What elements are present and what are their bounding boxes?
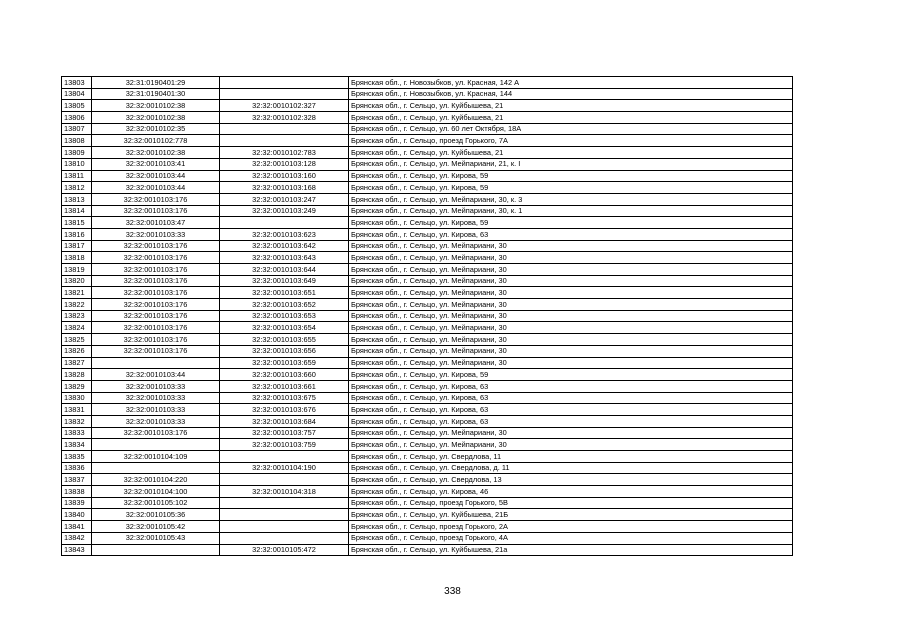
cadastral-number-cell: 32:32:0010103:33	[92, 392, 220, 404]
address-cell: Брянская обл., г. Сельцо, ул. Кирова, 63	[349, 392, 793, 404]
object-cadastral-number-cell: 32:32:0010104:190	[220, 462, 349, 474]
row-number-cell: 13841	[62, 521, 92, 533]
object-cadastral-number-cell: 32:32:0010103:757	[220, 427, 349, 439]
address-cell: Брянская обл., г. Сельцо, ул. Мейпариани, 30	[349, 299, 793, 311]
object-cadastral-number-cell: 32:32:0010103:168	[220, 182, 349, 194]
row-number-cell: 13832	[62, 415, 92, 427]
object-cadastral-number-cell: 32:32:0010103:249	[220, 205, 349, 217]
table-row	[62, 252, 793, 264]
row-number-cell: 13812	[62, 182, 92, 194]
cadastral-number-cell: 32:32:0010103:176	[92, 240, 220, 252]
address-cell: Брянская обл., г. Сельцо, ул. Куйбышева, 21	[349, 112, 793, 124]
object-cadastral-number-cell	[220, 217, 349, 229]
row-number-cell: 13831	[62, 404, 92, 416]
table-row	[62, 521, 793, 533]
object-cadastral-number-cell: 32:32:0010103:656	[220, 345, 349, 357]
cadastral-number-cell: 32:32:0010103:176	[92, 287, 220, 299]
object-cadastral-number-cell: 32:32:0010103:759	[220, 439, 349, 451]
row-number-cell: 13826	[62, 345, 92, 357]
object-cadastral-number-cell: 32:32:0010105:472	[220, 544, 349, 556]
table-row	[62, 357, 793, 369]
cadastral-number-cell	[92, 544, 220, 556]
row-number-cell: 13820	[62, 275, 92, 287]
object-cadastral-number-cell	[220, 88, 349, 100]
table-row	[62, 287, 793, 299]
object-cadastral-number-cell: 32:32:0010103:128	[220, 158, 349, 170]
table-row	[62, 264, 793, 276]
address-cell: Брянская обл., г. Сельцо, ул. Кирова, 46	[349, 486, 793, 498]
address-cell: Брянская обл., г. Сельцо, ул. Мейпариани, 30	[349, 357, 793, 369]
row-number-cell: 13814	[62, 205, 92, 217]
table-row	[62, 392, 793, 404]
table-row	[62, 427, 793, 439]
address-cell: Брянская обл., г. Новозыбков, ул. Красная, 144	[349, 88, 793, 100]
row-number-cell: 13836	[62, 462, 92, 474]
table-row	[62, 310, 793, 322]
object-cadastral-number-cell: 32:32:0010103:659	[220, 357, 349, 369]
cadastral-number-cell: 32:32:0010103:41	[92, 158, 220, 170]
cadastral-number-cell: 32:32:0010103:176	[92, 310, 220, 322]
address-cell: Брянская обл., г. Сельцо, ул. Мейпариани, 30	[349, 287, 793, 299]
cadastral-number-cell: 32:32:0010103:33	[92, 380, 220, 392]
address-cell: Брянская обл., г. Сельцо, ул. Куйбышева, 21а	[349, 544, 793, 556]
object-cadastral-number-cell: 32:32:0010103:675	[220, 392, 349, 404]
address-cell: Брянская обл., г. Сельцо, ул. Кирова, 63	[349, 404, 793, 416]
row-number-cell: 13807	[62, 123, 92, 135]
address-cell: Брянская обл., г. Сельцо, ул. Мейпариани, 30, к. 1	[349, 205, 793, 217]
address-cell: Брянская обл., г. Сельцо, ул. Куйбышева, 21	[349, 147, 793, 159]
row-number-cell: 13813	[62, 193, 92, 205]
address-cell: Брянская обл., г. Сельцо, ул. 60 лет Октября, 18А	[349, 123, 793, 135]
object-cadastral-number-cell: 32:32:0010103:652	[220, 299, 349, 311]
table-row	[62, 275, 793, 287]
object-cadastral-number-cell	[220, 474, 349, 486]
object-cadastral-number-cell: 32:32:0010102:783	[220, 147, 349, 159]
table-row	[62, 404, 793, 416]
cadastral-number-cell: 32:32:0010103:47	[92, 217, 220, 229]
table-row	[62, 544, 793, 556]
row-number-cell: 13825	[62, 334, 92, 346]
row-number-cell: 13809	[62, 147, 92, 159]
row-number-cell: 13828	[62, 369, 92, 381]
cadastral-number-cell: 32:31:0190401:29	[92, 77, 220, 89]
row-number-cell: 13823	[62, 310, 92, 322]
cadastral-number-cell: 32:32:0010103:176	[92, 275, 220, 287]
object-cadastral-number-cell	[220, 532, 349, 544]
object-cadastral-number-cell: 32:32:0010104:318	[220, 486, 349, 498]
table-row	[62, 451, 793, 463]
property-registry-table	[61, 76, 793, 556]
table-row	[62, 147, 793, 159]
table-row	[62, 345, 793, 357]
table-row	[62, 77, 793, 89]
row-number-cell: 13818	[62, 252, 92, 264]
row-number-cell: 13819	[62, 264, 92, 276]
table-row	[62, 415, 793, 427]
row-number-cell: 13806	[62, 112, 92, 124]
cadastral-number-cell: 32:32:0010104:100	[92, 486, 220, 498]
address-cell: Брянская обл., г. Сельцо, ул. Мейпариани, 30	[349, 310, 793, 322]
cadastral-number-cell: 32:32:0010103:176	[92, 334, 220, 346]
address-cell: Брянская обл., г. Сельцо, ул. Кирова, 59	[349, 369, 793, 381]
cadastral-number-cell: 32:32:0010103:176	[92, 193, 220, 205]
registry-table-body	[62, 77, 793, 556]
cadastral-number-cell: 32:32:0010103:176	[92, 205, 220, 217]
cadastral-number-cell: 32:32:0010103:44	[92, 369, 220, 381]
row-number-cell: 13824	[62, 322, 92, 334]
row-number-cell: 13805	[62, 100, 92, 112]
row-number-cell: 13815	[62, 217, 92, 229]
cadastral-number-cell: 32:32:0010103:33	[92, 404, 220, 416]
object-cadastral-number-cell: 32:32:0010103:651	[220, 287, 349, 299]
object-cadastral-number-cell: 32:32:0010103:660	[220, 369, 349, 381]
table-row	[62, 474, 793, 486]
address-cell: Брянская обл., г. Сельцо, ул. Мейпариани, 30	[349, 427, 793, 439]
cadastral-number-cell: 32:32:0010105:42	[92, 521, 220, 533]
object-cadastral-number-cell: 32:32:0010103:655	[220, 334, 349, 346]
object-cadastral-number-cell: 32:32:0010103:654	[220, 322, 349, 334]
table-row	[62, 462, 793, 474]
address-cell: Брянская обл., г. Сельцо, ул. Кирова, 63	[349, 415, 793, 427]
cadastral-number-cell: 32:32:0010103:176	[92, 252, 220, 264]
object-cadastral-number-cell	[220, 509, 349, 521]
address-cell: Брянская обл., г. Сельцо, проезд Горького, 5В	[349, 497, 793, 509]
row-number-cell: 13810	[62, 158, 92, 170]
address-cell: Брянская обл., г. Сельцо, ул. Мейпариани, 30	[349, 322, 793, 334]
table-row	[62, 112, 793, 124]
cadastral-number-cell: 32:32:0010104:220	[92, 474, 220, 486]
row-number-cell: 13842	[62, 532, 92, 544]
row-number-cell: 13839	[62, 497, 92, 509]
row-number-cell: 13838	[62, 486, 92, 498]
object-cadastral-number-cell: 32:32:0010103:642	[220, 240, 349, 252]
table-row	[62, 158, 793, 170]
cadastral-number-cell: 32:32:0010102:38	[92, 100, 220, 112]
cadastral-number-cell: 32:32:0010102:38	[92, 147, 220, 159]
cadastral-number-cell: 32:32:0010105:43	[92, 532, 220, 544]
cadastral-number-cell: 32:32:0010103:176	[92, 345, 220, 357]
address-cell: Брянская обл., г. Сельцо, ул. Мейпариани, 30	[349, 439, 793, 451]
row-number-cell: 13837	[62, 474, 92, 486]
table-row	[62, 170, 793, 182]
object-cadastral-number-cell: 32:32:0010103:247	[220, 193, 349, 205]
cadastral-number-cell: 32:32:0010102:38	[92, 112, 220, 124]
table-row	[62, 439, 793, 451]
address-cell: Брянская обл., г. Новозыбков, ул. Красная, 142 А	[349, 77, 793, 89]
object-cadastral-number-cell: 32:32:0010103:643	[220, 252, 349, 264]
row-number-cell: 13827	[62, 357, 92, 369]
page-number: 338	[444, 586, 461, 597]
cadastral-number-cell: 32:32:0010103:44	[92, 170, 220, 182]
table-row	[62, 509, 793, 521]
object-cadastral-number-cell: 32:32:0010102:327	[220, 100, 349, 112]
address-cell: Брянская обл., г. Сельцо, ул. Свердлова, 13	[349, 474, 793, 486]
table-row	[62, 88, 793, 100]
table-row	[62, 205, 793, 217]
cadastral-number-cell: 32:32:0010102:778	[92, 135, 220, 147]
table-row	[62, 228, 793, 240]
table-row	[62, 486, 793, 498]
table-row	[62, 334, 793, 346]
address-cell: Брянская обл., г. Сельцо, ул. Мейпариани, 30	[349, 252, 793, 264]
object-cadastral-number-cell	[220, 497, 349, 509]
address-cell: Брянская обл., г. Сельцо, ул. Мейпариани, 30	[349, 345, 793, 357]
cadastral-number-cell: 32:32:0010103:176	[92, 427, 220, 439]
cadastral-number-cell: 32:32:0010102:35	[92, 123, 220, 135]
object-cadastral-number-cell	[220, 135, 349, 147]
object-cadastral-number-cell: 32:32:0010102:328	[220, 112, 349, 124]
cadastral-number-cell: 32:32:0010103:33	[92, 228, 220, 240]
object-cadastral-number-cell	[220, 77, 349, 89]
table-row	[62, 322, 793, 334]
object-cadastral-number-cell: 32:32:0010103:653	[220, 310, 349, 322]
address-cell: Брянская обл., г. Сельцо, ул. Кирова, 59	[349, 182, 793, 194]
cadastral-number-cell: 32:32:0010103:44	[92, 182, 220, 194]
row-number-cell: 13835	[62, 451, 92, 463]
cadastral-number-cell: 32:32:0010103:176	[92, 299, 220, 311]
address-cell: Брянская обл., г. Сельцо, ул. Мейпариани, 30, к. 3	[349, 193, 793, 205]
cadastral-number-cell	[92, 462, 220, 474]
address-cell: Брянская обл., г. Сельцо, ул. Мейпариани, 30	[349, 264, 793, 276]
row-number-cell: 13808	[62, 135, 92, 147]
address-cell: Брянская обл., г. Сельцо, проезд Горького, 7А	[349, 135, 793, 147]
address-cell: Брянская обл., г. Сельцо, ул. Кирова, 59	[349, 217, 793, 229]
address-cell: Брянская обл., г. Сельцо, ул. Мейпариани, 30	[349, 334, 793, 346]
cadastral-number-cell	[92, 439, 220, 451]
object-cadastral-number-cell: 32:32:0010103:160	[220, 170, 349, 182]
table-row	[62, 123, 793, 135]
address-cell: Брянская обл., г. Сельцо, ул. Кирова, 59	[349, 170, 793, 182]
address-cell: Брянская обл., г. Сельцо, ул. Свердлова, 11	[349, 451, 793, 463]
table-row	[62, 135, 793, 147]
row-number-cell: 13830	[62, 392, 92, 404]
table-row	[62, 240, 793, 252]
row-number-cell: 13829	[62, 380, 92, 392]
row-number-cell: 13822	[62, 299, 92, 311]
cadastral-number-cell	[92, 357, 220, 369]
object-cadastral-number-cell: 32:32:0010103:644	[220, 264, 349, 276]
row-number-cell: 13804	[62, 88, 92, 100]
address-cell: Брянская обл., г. Сельцо, ул. Мейпариани, 30	[349, 275, 793, 287]
address-cell: Брянская обл., г. Сельцо, ул. Свердлова, д. 11	[349, 462, 793, 474]
table-row	[62, 100, 793, 112]
cadastral-number-cell: 32:31:0190401:30	[92, 88, 220, 100]
table-row	[62, 182, 793, 194]
object-cadastral-number-cell: 32:32:0010103:649	[220, 275, 349, 287]
object-cadastral-number-cell	[220, 521, 349, 533]
table-row	[62, 497, 793, 509]
row-number-cell: 13803	[62, 77, 92, 89]
cadastral-number-cell: 32:32:0010103:176	[92, 322, 220, 334]
row-number-cell: 13833	[62, 427, 92, 439]
row-number-cell: 13834	[62, 439, 92, 451]
row-number-cell: 13843	[62, 544, 92, 556]
cadastral-number-cell: 32:32:0010103:176	[92, 264, 220, 276]
object-cadastral-number-cell: 32:32:0010103:684	[220, 415, 349, 427]
address-cell: Брянская обл., г. Сельцо, ул. Кирова, 63	[349, 228, 793, 240]
object-cadastral-number-cell: 32:32:0010103:676	[220, 404, 349, 416]
address-cell: Брянская обл., г. Сельцо, ул. Кирова, 63	[349, 380, 793, 392]
row-number-cell: 13821	[62, 287, 92, 299]
table-row	[62, 369, 793, 381]
row-number-cell: 13840	[62, 509, 92, 521]
cadastral-number-cell: 32:32:0010105:102	[92, 497, 220, 509]
object-cadastral-number-cell	[220, 123, 349, 135]
table-row	[62, 217, 793, 229]
object-cadastral-number-cell	[220, 451, 349, 463]
row-number-cell: 13817	[62, 240, 92, 252]
address-cell: Брянская обл., г. Сельцо, ул. Мейпариани, 30	[349, 240, 793, 252]
address-cell: Брянская обл., г. Сельцо, проезд Горького, 4А	[349, 532, 793, 544]
address-cell: Брянская обл., г. Сельцо, ул. Мейпариани, 21, к. I	[349, 158, 793, 170]
address-cell: Брянская обл., г. Сельцо, проезд Горького, 2А	[349, 521, 793, 533]
address-cell: Брянская обл., г. Сельцо, ул. Куйбышева, 21Б	[349, 509, 793, 521]
row-number-cell: 13816	[62, 228, 92, 240]
table-row	[62, 299, 793, 311]
table-row	[62, 532, 793, 544]
address-cell: Брянская обл., г. Сельцо, ул. Куйбышева, 21	[349, 100, 793, 112]
table-row	[62, 380, 793, 392]
table-row	[62, 193, 793, 205]
object-cadastral-number-cell: 32:32:0010103:623	[220, 228, 349, 240]
row-number-cell: 13811	[62, 170, 92, 182]
cadastral-number-cell: 32:32:0010103:33	[92, 415, 220, 427]
object-cadastral-number-cell: 32:32:0010103:661	[220, 380, 349, 392]
cadastral-number-cell: 32:32:0010105:36	[92, 509, 220, 521]
cadastral-number-cell: 32:32:0010104:109	[92, 451, 220, 463]
